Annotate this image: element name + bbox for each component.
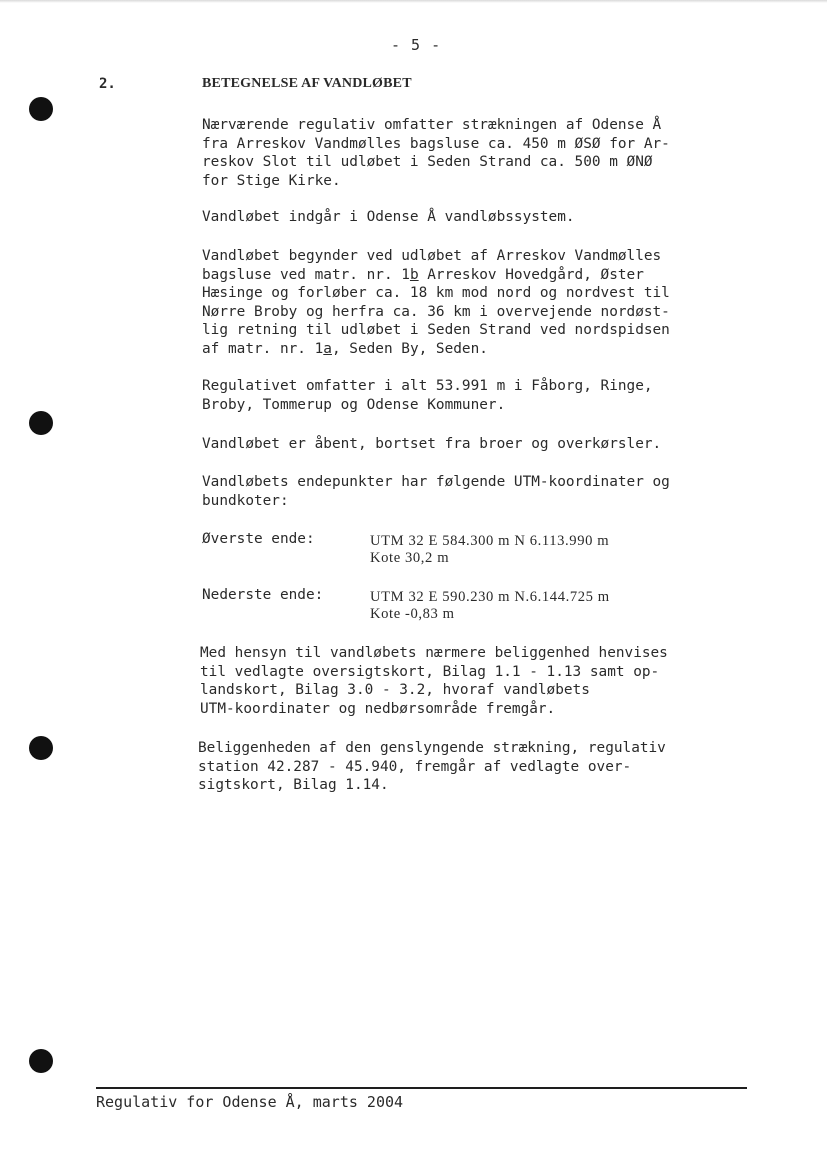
upper-end-label: Øverste ende:: [202, 531, 315, 547]
section-number: 2.: [99, 76, 116, 92]
lower-end-label: Nederste ende:: [202, 587, 324, 603]
footer-text: Regulativ for Odense Å, marts 2004: [96, 1093, 404, 1111]
punch-hole-icon: [29, 97, 53, 121]
paragraph-course: [202, 247, 762, 358]
paragraph-meander: Beliggenheden af den genslyngende strækning, regulativ station 42.287 - 45.940, fremgår af vedlagte over- sigtskort, Bilag 1.14.: [198, 740, 666, 793]
course-line-2-start: bagsluse ved matr. nr. 1: [202, 266, 410, 283]
paragraph-open: Vandløbet er åbent, bortset fra broer og overkørsler.: [202, 436, 662, 452]
scan-top-edge: [0, 0, 827, 3]
course-line-1: Vandløbet begynder ved udløbet af Arreskov Vandmølles: [202, 248, 662, 264]
punch-hole-icon: [29, 736, 53, 760]
matr-letter-b: b: [409, 266, 419, 283]
upper-end-kote: Kote 30,2 m: [370, 550, 450, 566]
punch-hole-icon: [29, 1049, 53, 1073]
paragraph-extent: Regulativet omfatter i alt 53.991 m i Fåborg, Ringe, Broby, Tommerup og Odense Kommuner.: [202, 378, 653, 413]
course-middle-lines: Hæsinge og forløber ca. 18 km mod nord og nordvest til Nørre Broby og herfra ca. 36 km i overvejende nordøst- lig retning til udløbet i Seden Strand ved nordspidsen: [202, 285, 670, 338]
section-title: BETEGNELSE AF VANDLØBET: [202, 76, 412, 91]
paragraph-endpoints-intro: Vandløbets endepunkter har følgende UTM-koordinater og bundkoter:: [202, 474, 670, 509]
paragraph-scope: Nærværende regulativ omfatter strækningen af Odense Å fra Arreskov Vandmølles bagsluse ca. 450 m ØSØ for Ar- reskov Slot til udløbet i Seden Strand ca. 500 m ØNØ for Stige Kirke.: [202, 117, 670, 189]
paragraph-system: Vandløbet indgår i Odense Å vandløbssystem.: [202, 209, 575, 225]
lower-end-kote: Kote -0,83 m: [370, 606, 455, 622]
punch-hole-icon: [29, 411, 53, 435]
paragraph-location: Med hensyn til vandløbets nærmere beliggenhed henvises til vedlagte oversigtskort, Bilag 1.1 - 1.13 samt op- landskort, Bilag 3.0 - 3.2, hvoraf vandløbets UTM-koordinater og nedbørsområde fremgår.: [200, 645, 668, 717]
lower-end-utm: UTM 32 E 590.230 m N.6.144.725 m: [370, 589, 610, 605]
course-line-2-end: Arreskov Hovedgård, Øster: [418, 266, 644, 283]
course-last-start: af matr. nr. 1: [202, 340, 324, 357]
course-last-end: , Seden By, Seden.: [331, 340, 488, 357]
matr-letter-a: a: [323, 340, 332, 357]
page-number: - 5 -: [391, 36, 442, 54]
upper-end-utm: UTM 32 E 584.300 m N 6.113.990 m: [370, 533, 610, 549]
footer-divider: [96, 1087, 747, 1089]
